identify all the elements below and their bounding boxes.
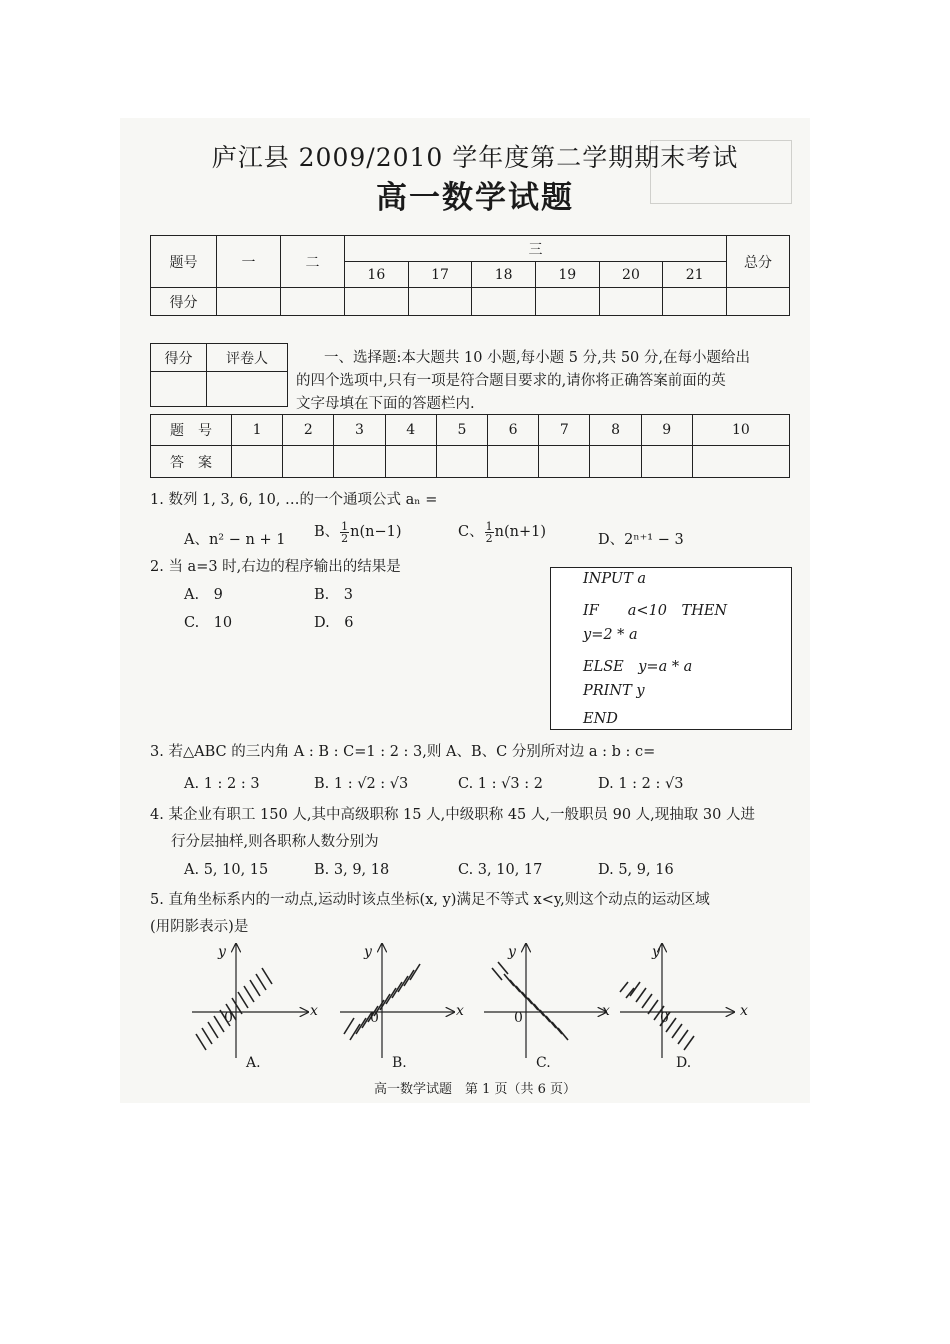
score-table-sub-21: 21 <box>663 262 727 288</box>
score-table-sub-17: 17 <box>408 262 472 288</box>
page-footer: 高一数学试题 第 1 页（共 6 页） <box>373 1082 577 1097</box>
answer-cell <box>641 446 692 478</box>
graph-b-origin: 0 <box>370 1010 379 1026</box>
q4-stem-line1: 4. 某企业有职工 150 人,其中高级职称 15 人,中级职称 45 人,一般职员 90 人,现抽取 30 人进 <box>150 807 755 823</box>
answer-table-num: 8 <box>590 415 641 446</box>
q1-option-b-fraction <box>340 521 349 544</box>
answer-cell <box>436 446 487 478</box>
graph-b-y-label: y <box>364 944 372 960</box>
graph-a <box>192 944 308 1058</box>
answer-cell <box>232 446 283 478</box>
section1-instructions-line1: 一、选择题:本大题共 10 小题,每小题 5 分,共 50 分,在每小题给出 <box>324 350 750 366</box>
graph-c-y-label: y <box>508 944 516 960</box>
graph-a-x-label: x <box>310 1003 318 1019</box>
score-table-total: 总分 <box>727 236 790 288</box>
answer-cell <box>283 446 334 478</box>
q3-option-d: D. 1 : 2 : √3 <box>598 776 684 792</box>
answer-table-num: 10 <box>692 415 789 446</box>
score-cell <box>599 288 663 316</box>
grader-box <box>150 343 288 407</box>
program-line: PRINT y <box>583 683 645 699</box>
answer-table-num: 6 <box>488 415 539 446</box>
answer-table-num: 9 <box>641 415 692 446</box>
q1-option-d: D、2ⁿ⁺¹ − 3 <box>598 532 684 548</box>
answer-table-num: 2 <box>283 415 334 446</box>
answer-cell <box>334 446 385 478</box>
graph-b <box>340 944 454 1058</box>
q2-option-c: C. 10 <box>184 615 233 631</box>
answer-cell <box>385 446 436 478</box>
q1-stem: 1. 数列 1, 3, 6, 10, …的一个通项公式 aₙ = <box>150 492 438 508</box>
answer-cell <box>488 446 539 478</box>
graph-d-x-label: x <box>740 1003 748 1019</box>
grader-cell <box>151 372 207 407</box>
graph-c-x-label: x <box>602 1003 610 1019</box>
score-cell <box>727 288 790 316</box>
grader-cell <box>207 372 288 407</box>
q1-b-denominator: 2 <box>341 531 349 545</box>
answer-table-num: 1 <box>232 415 283 446</box>
answer-cell <box>692 446 789 478</box>
score-table-sub-20: 20 <box>599 262 663 288</box>
q2-option-b: B. 3 <box>314 587 353 603</box>
q1-option-c-suffix: n(n+1) <box>494 524 546 540</box>
grader-score-label: 得分 <box>151 344 207 372</box>
graph-c-label: C. <box>536 1055 551 1071</box>
program-box <box>550 567 792 730</box>
graph-d-label: D. <box>676 1055 692 1071</box>
q1-b-numerator: 1 <box>341 519 349 533</box>
graph-c-hatching <box>492 962 568 1040</box>
graph-d <box>620 944 734 1058</box>
q5-stem-line1: 5. 直角坐标系内的一动点,运动时该点坐标(x, y)满足不等式 x<y,则这个动点的运动区域 <box>150 892 710 908</box>
answer-table-num: 4 <box>385 415 436 446</box>
answer-table-answer-label: 答 案 <box>151 446 232 478</box>
score-cell <box>217 288 281 316</box>
q1-c-denominator: 2 <box>485 531 493 545</box>
program-line: IF a<10 THEN <box>583 603 728 619</box>
q1-option-b-suffix: n(n−1) <box>350 524 402 540</box>
q1-option-c <box>458 520 546 544</box>
score-table-sub-18: 18 <box>472 262 536 288</box>
q1-option-c-fraction <box>485 521 494 544</box>
graph-a-label: A. <box>246 1055 261 1071</box>
score-cell <box>345 288 409 316</box>
q4-stem-line2: 行分层抽样,则各职称人数分别为 <box>171 834 379 850</box>
exam-subtitle: 高一数学试题 <box>376 180 574 216</box>
q5-stem-line2: (用阴影表示)是 <box>150 919 249 935</box>
q1-c-numerator: 1 <box>485 519 493 533</box>
q4-option-c: C. 3, 10, 17 <box>458 862 543 878</box>
score-cell <box>281 288 345 316</box>
graph-c <box>484 944 606 1058</box>
graph-c-origin: 0 <box>514 1010 523 1026</box>
graph-b-label: B. <box>392 1055 407 1071</box>
program-line: y=2 * a <box>583 627 638 643</box>
graph-a-origin: 0 <box>224 1010 233 1026</box>
answer-table-num: 3 <box>334 415 385 446</box>
q3-stem: 3. 若△ABC 的三内角 A : B : C=1 : 2 : 3,则 A、B、C 分别所对边 a : b : c= <box>150 744 656 760</box>
q3-option-b: B. 1 : √2 : √3 <box>314 776 409 792</box>
answer-cell <box>590 446 641 478</box>
q4-option-d: D. 5, 9, 16 <box>598 862 674 878</box>
score-table-qnum-label: 题号 <box>151 236 217 288</box>
answer-table-num: 5 <box>436 415 487 446</box>
graph-d-origin: 0 <box>660 1010 669 1026</box>
score-table-sub-16: 16 <box>345 262 409 288</box>
q2-option-a: A. 9 <box>184 587 223 603</box>
section1-instructions-line3: 文字母填在下面的答题栏内. <box>296 396 475 412</box>
answer-table-qnum-label: 题 号 <box>151 415 232 446</box>
q1-option-c-prefix: C、 <box>458 524 484 540</box>
score-table-col-1: 一 <box>217 236 281 288</box>
grader-label: 评卷人 <box>207 344 288 372</box>
exam-title: 庐江县 2009/2010 学年度第二学期期末考试 <box>211 143 739 172</box>
answer-table-num: 7 <box>539 415 590 446</box>
q1-option-b-prefix: B、 <box>314 524 340 540</box>
graph-a-y-label: y <box>218 944 226 960</box>
program-line: ELSE y=a * a <box>583 659 693 675</box>
graph-a-hatching <box>196 968 272 1050</box>
q2-stem: 2. 当 a=3 时,右边的程序输出的结果是 <box>150 559 401 575</box>
score-table-score-label: 得分 <box>151 288 217 316</box>
q2-option-d: D. 6 <box>314 615 354 631</box>
answer-cell <box>539 446 590 478</box>
score-cell <box>408 288 472 316</box>
q1-option-a: A、n² − n + 1 <box>184 532 286 548</box>
program-line: END <box>583 711 618 727</box>
q3-option-a: A. 1 : 2 : 3 <box>184 776 260 792</box>
score-table <box>150 235 790 316</box>
graph-d-y-label: y <box>652 944 660 960</box>
program-line: INPUT a <box>583 571 647 587</box>
score-cell <box>663 288 727 316</box>
q4-option-a: A. 5, 10, 15 <box>184 862 269 878</box>
q4-option-b: B. 3, 9, 18 <box>314 862 390 878</box>
score-table-col-3: 三 <box>345 236 727 262</box>
graph-b-x-label: x <box>456 1003 464 1019</box>
answer-table <box>150 414 790 478</box>
score-cell <box>472 288 536 316</box>
score-cell <box>535 288 599 316</box>
score-table-col-2: 二 <box>281 236 345 288</box>
score-table-sub-19: 19 <box>535 262 599 288</box>
q3-option-c: C. 1 : √3 : 2 <box>458 776 543 792</box>
q1-option-b <box>314 520 402 544</box>
graph-d-hatching <box>620 982 694 1050</box>
section1-instructions-line2: 的四个选项中,只有一项是符合题目要求的,请你将正确答案前面的英 <box>296 373 726 389</box>
